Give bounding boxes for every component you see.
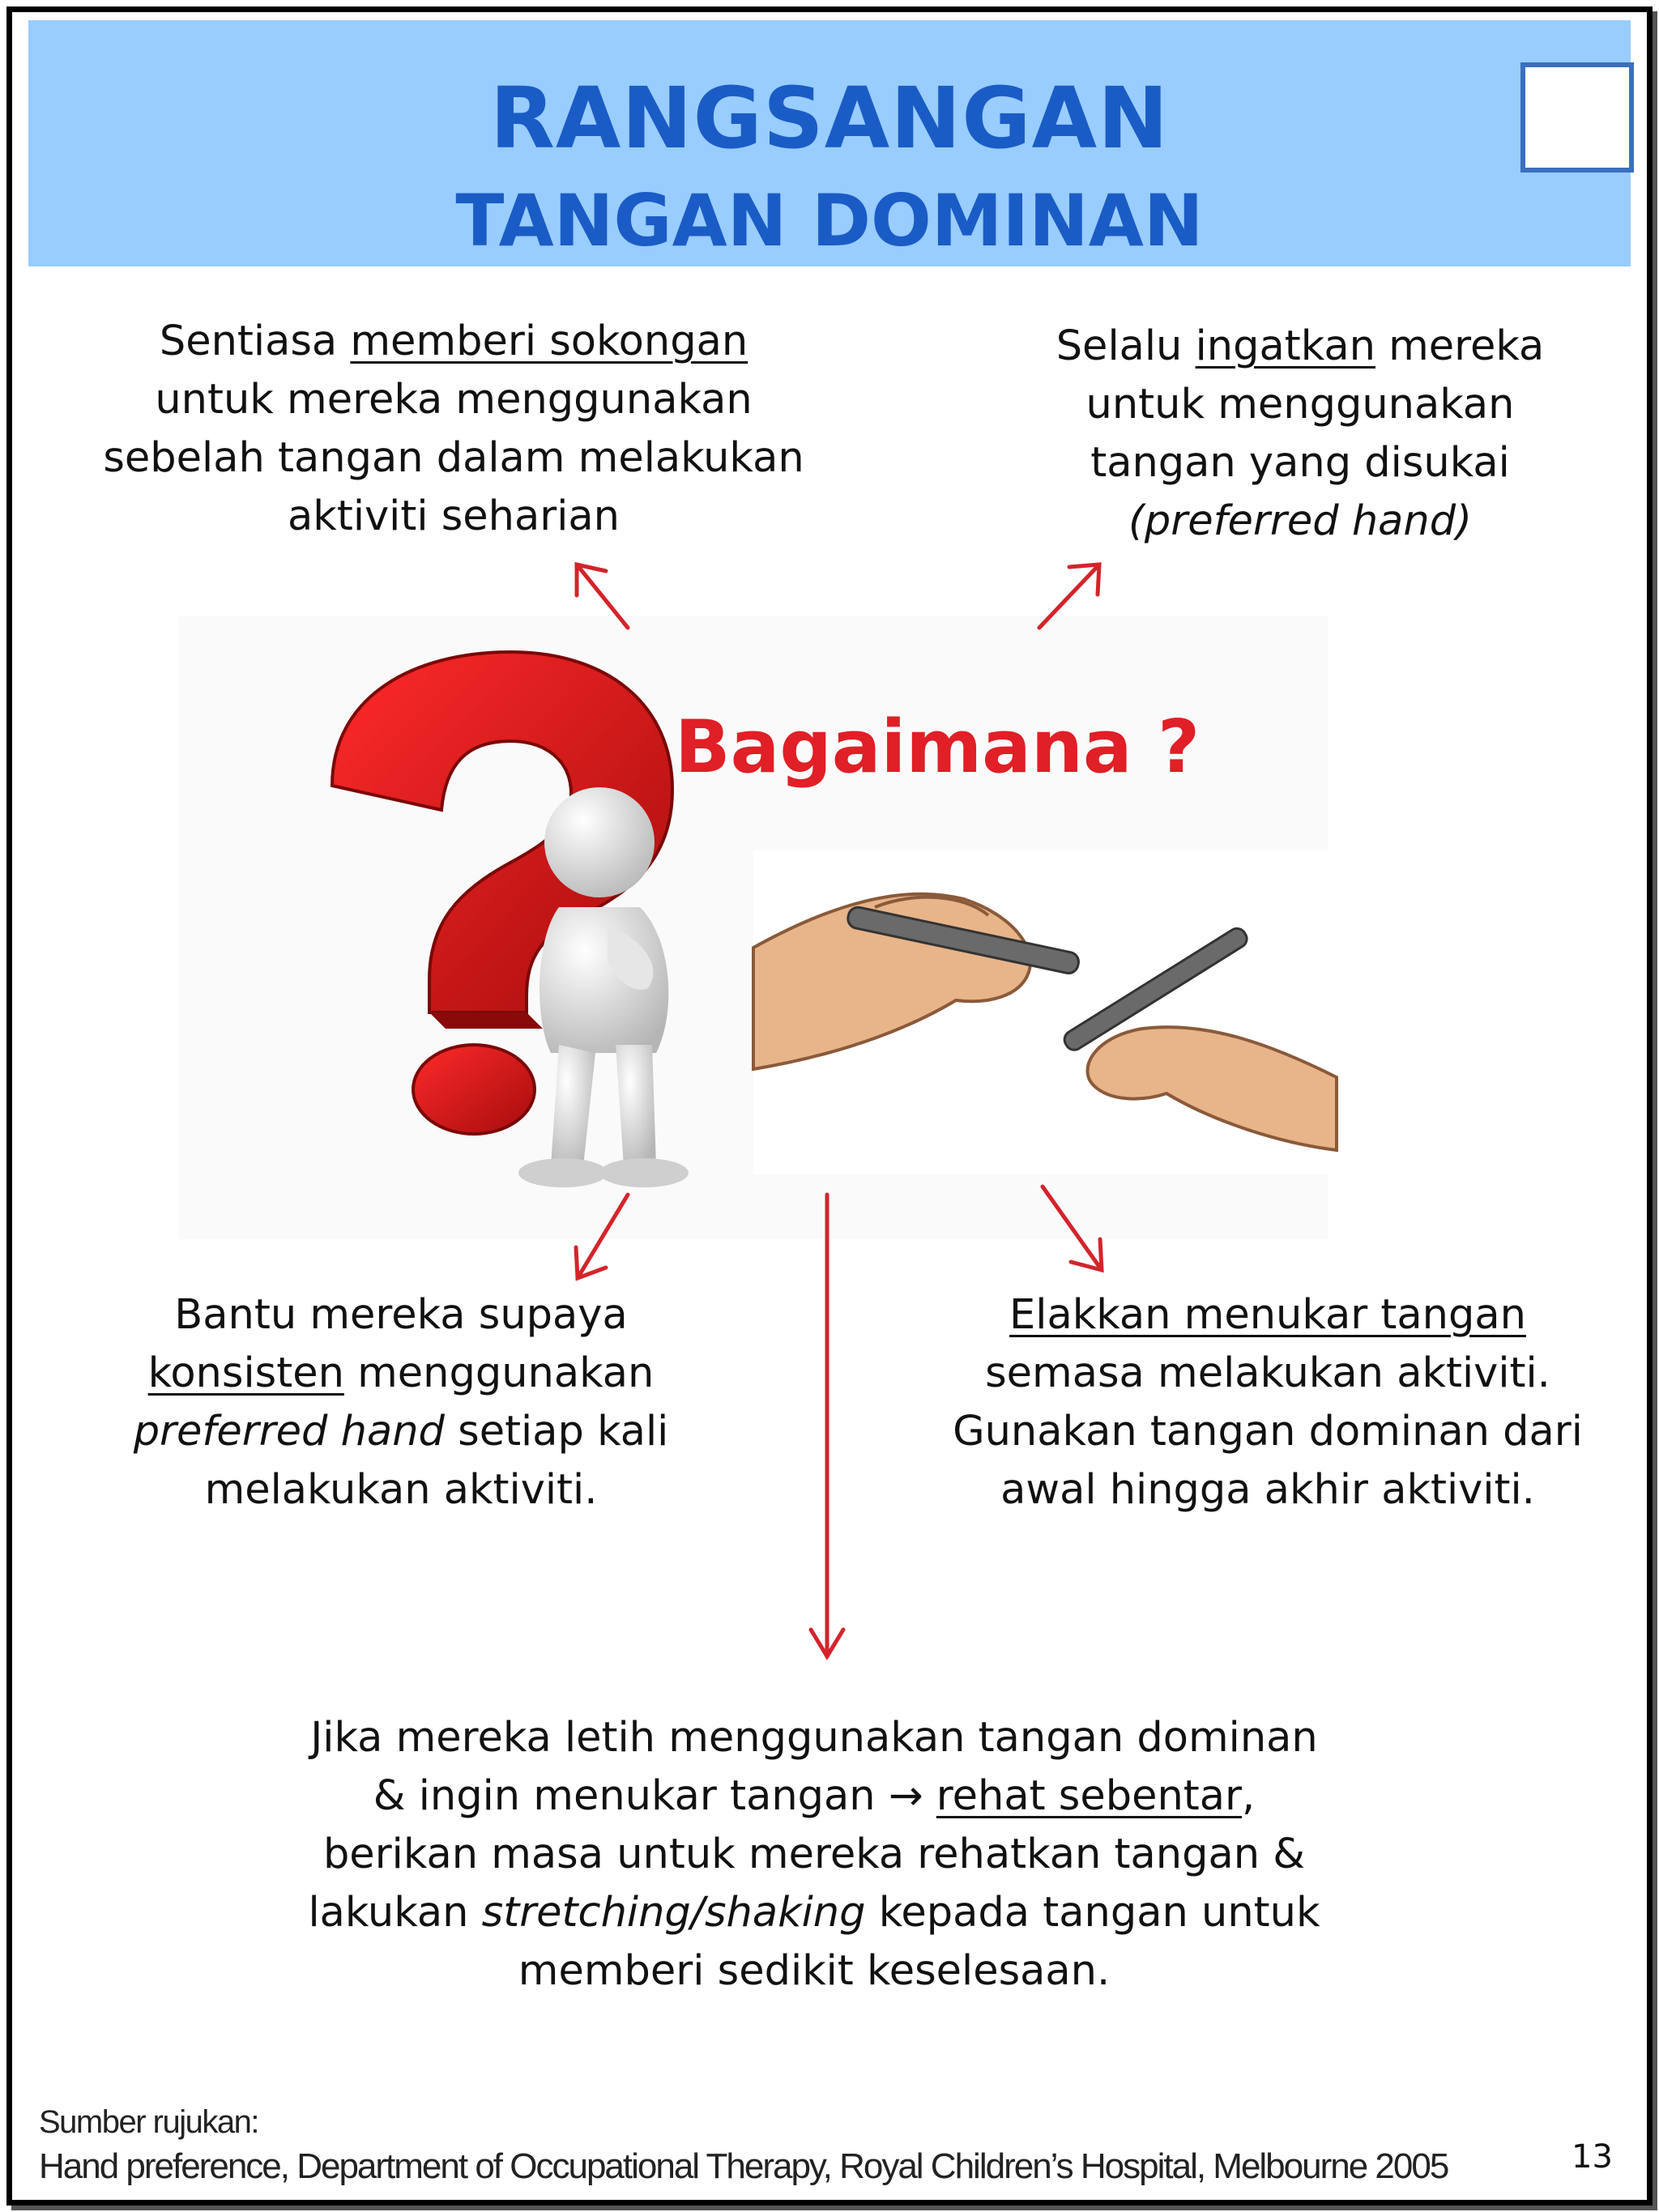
tip-text: sebelah tangan dalam melakukan xyxy=(103,434,804,482)
tip-text: , xyxy=(1242,1772,1256,1820)
tip-text: semasa melakukan aktiviti. xyxy=(985,1349,1550,1397)
title-line-2: TANGAN DOMINAN xyxy=(455,179,1204,262)
tip-text: melakukan aktiviti. xyxy=(204,1466,598,1514)
tip-emphasis: ingatkan xyxy=(1195,322,1375,370)
tip-text: lakukan xyxy=(308,1889,482,1937)
tip-text: untuk mereka menggunakan xyxy=(155,376,753,424)
tip-bottom-right xyxy=(923,1286,1612,1519)
tip-text: tangan yang disukai xyxy=(1090,439,1510,487)
tip-bottom-left xyxy=(89,1286,713,1519)
tip-text: & ingin menukar tangan xyxy=(373,1772,889,1820)
title-line-1: RANGSANGAN xyxy=(489,69,1170,168)
page-number: 13 xyxy=(1572,2138,1613,2176)
tip-emphasis: memberi sokongan xyxy=(350,318,748,365)
tip-text: setiap kali xyxy=(444,1408,669,1455)
tip-emphasis: Elakkan menukar tangan xyxy=(1009,1291,1526,1339)
tip-emphasis: rehat sebentar xyxy=(936,1772,1243,1820)
tip-text: awal hingga akhir aktiviti. xyxy=(1000,1466,1535,1514)
footer-reference: Hand preference, Department of Occupational Therapy, Royal Children’s Hospital, Melbourne 2005 xyxy=(39,2146,1448,2186)
right-arrow-icon: → xyxy=(888,1772,923,1820)
tip-text: mereka xyxy=(1375,322,1545,370)
center-question-label: Bagaimana ? xyxy=(675,705,1201,790)
tip-text: Bantu mereka supaya xyxy=(174,1291,628,1339)
tip-text: Jika mereka letih menggunakan tangan dominan xyxy=(310,1714,1318,1762)
tip-text: kepada tangan untuk xyxy=(865,1889,1320,1937)
tip-italic: (preferred hand) xyxy=(1128,497,1472,545)
tip-text: aktiviti seharian xyxy=(288,492,620,540)
tip-text: berikan masa untuk mereka rehatkan tangan & xyxy=(322,1831,1306,1878)
tip-bottom-center xyxy=(243,1709,1385,2001)
tip-italic: stretching/shaking xyxy=(481,1889,866,1937)
tip-text: Sentiasa xyxy=(159,318,351,365)
tip-emphasis: konsisten xyxy=(147,1349,344,1397)
tip-text: untuk menggunakan xyxy=(1085,381,1515,428)
tip-text: Gunakan tangan dominan dari xyxy=(953,1408,1583,1455)
tip-italic: preferred hand xyxy=(133,1408,445,1455)
footer-source-label: Sumber rujukan: xyxy=(39,2104,258,2140)
tip-text: memberi sedikit keselesaan. xyxy=(518,1947,1111,1995)
tip-text: menggunakan xyxy=(343,1349,655,1397)
tip-text: Selalu xyxy=(1056,322,1196,370)
